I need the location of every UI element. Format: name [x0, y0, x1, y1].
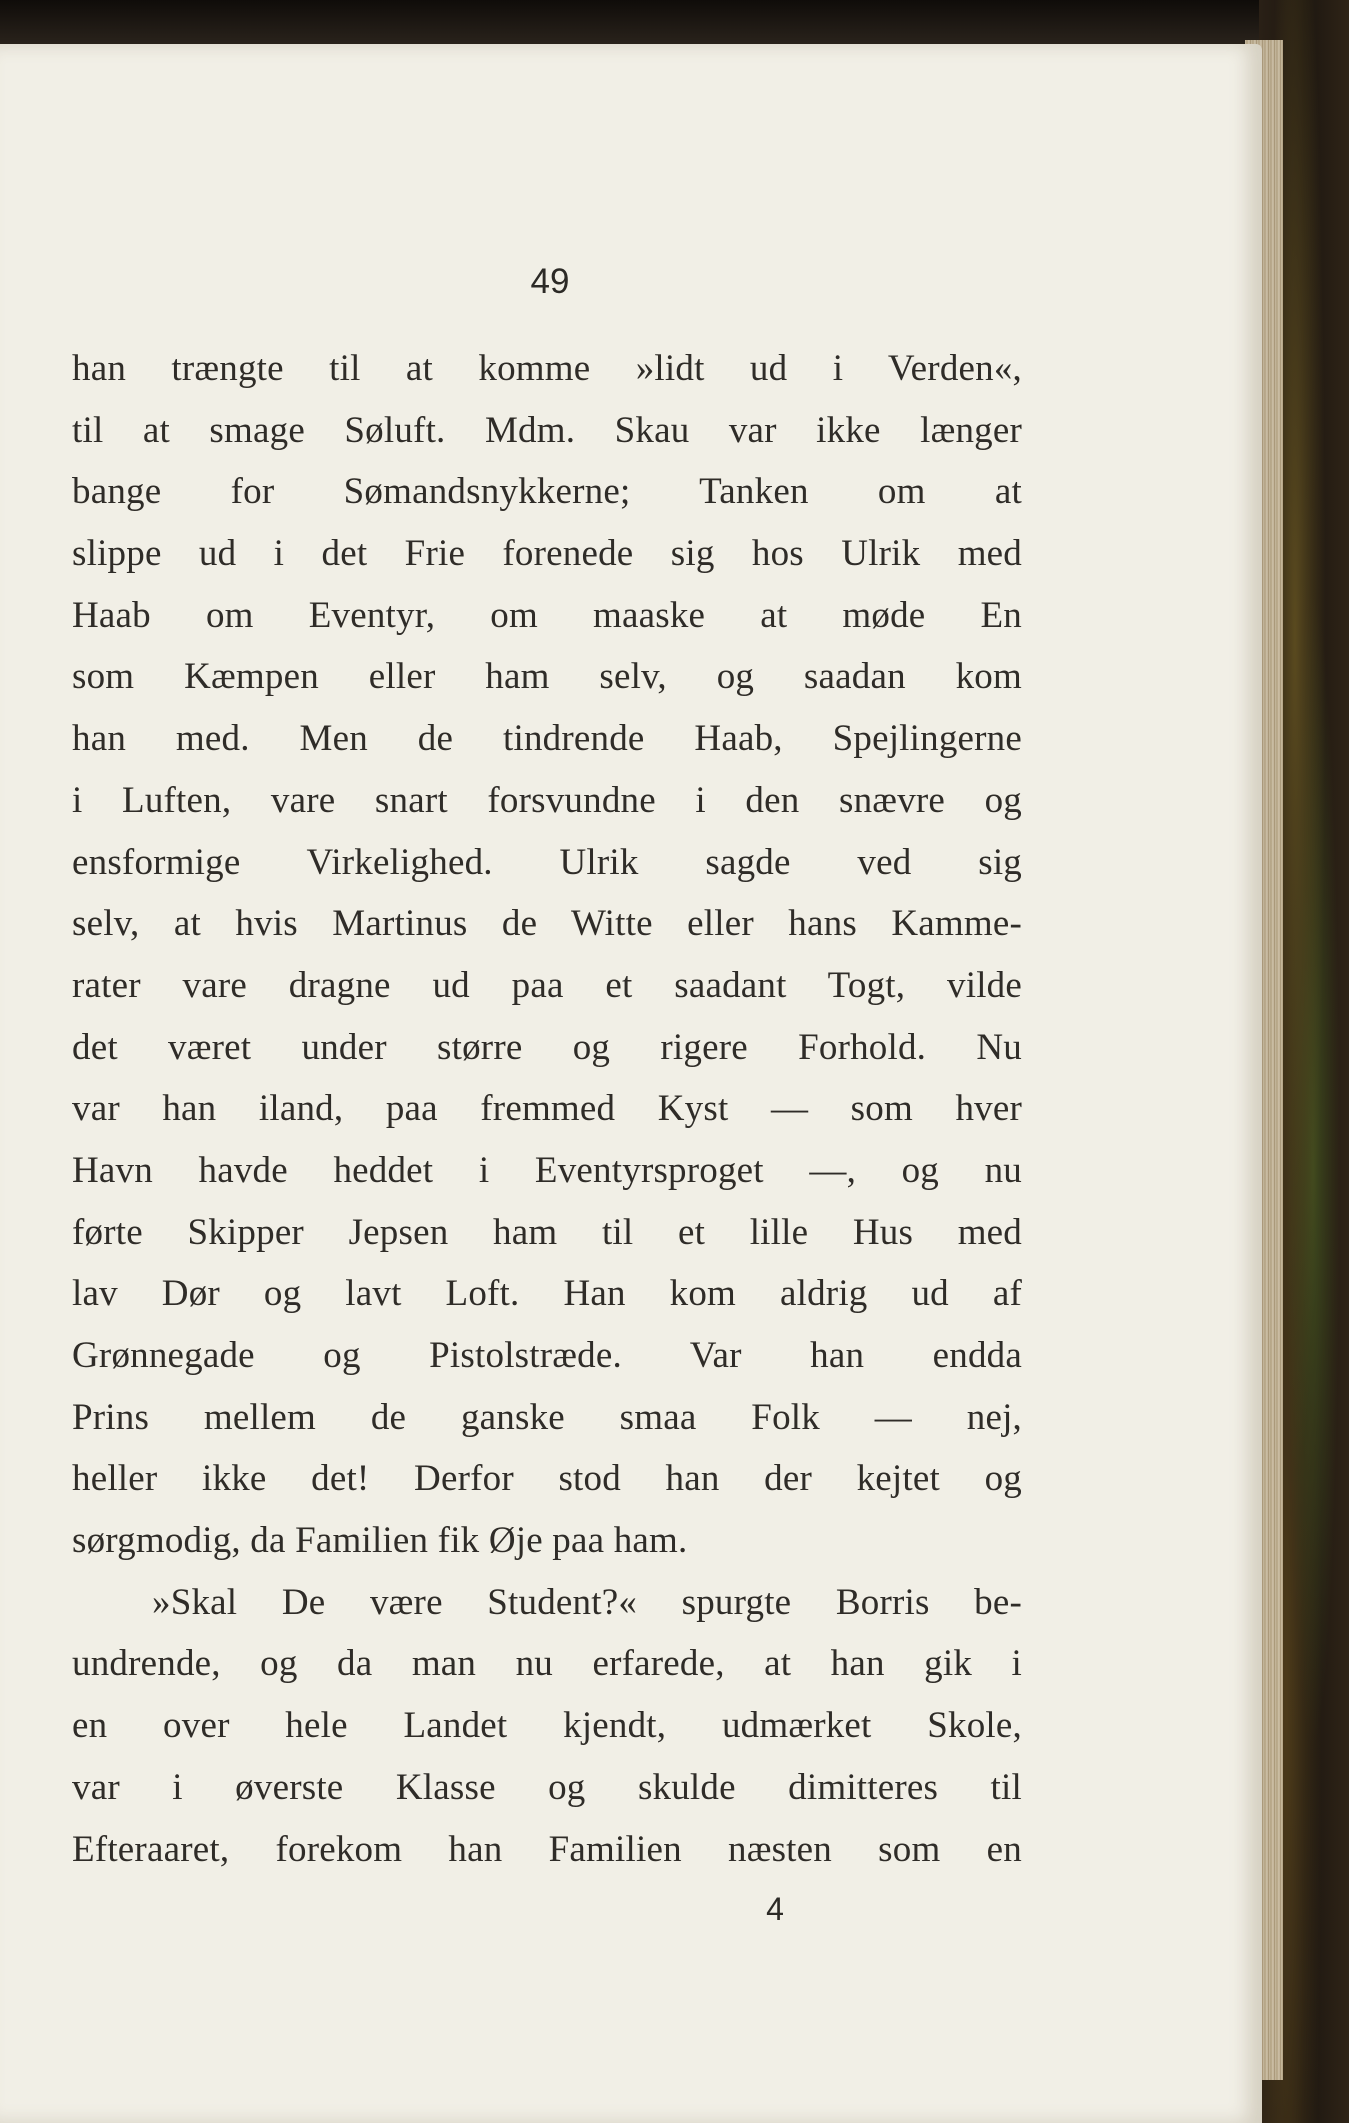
text-line: førte Skipper Jepsen ham til et lille Hus med — [72, 1211, 1022, 1253]
text-line: heller ikke det! Derfor stod han der kejtet og — [72, 1458, 1022, 1500]
text-line: var han iland, paa fremmed Kyst — som hver — [72, 1088, 1022, 1130]
text-line: ensformige Virkelighed. Ulrik sagde ved sig — [72, 841, 1022, 883]
scan-top-edge — [0, 0, 1349, 48]
text-line: Grønnegade og Pistolstræde. Var han endda — [72, 1335, 1022, 1376]
text-line: som Kæmpen eller ham selv, og saadan kom — [72, 656, 1022, 698]
text-line: »Skal De være Student?« spurgte Borris be- — [152, 1581, 1022, 1623]
text-line: sørgmodig, da Familien fik Øje paa ham. — [72, 1520, 688, 1562]
paragraph-2 — [72, 1572, 1022, 1880]
text-line: lav Dør og lavt Loft. Han kom aldrig ud af — [72, 1273, 1022, 1315]
text-line: Efteraaret, forekom han Familien næsten som en — [72, 1828, 1022, 1870]
text-line: selv, at hvis Martinus de Witte eller hans Kamme- — [72, 903, 1022, 945]
text-line: rater vare dragne ud paa et saadant Togt, vilde — [72, 964, 1022, 1006]
book-page — [0, 44, 1262, 2123]
text-line: undrende, og da man nu erfarede, at han gik i — [72, 1643, 1022, 1685]
text-line: i Luften, vare snart forsvundne i den snævre og — [72, 779, 1022, 821]
text-line: til at smage Søluft. Mdm. Skau var ikke længer — [72, 409, 1022, 451]
text-line: bange for Sømandsnykkerne; Tanken om at — [72, 471, 1022, 513]
text-line: var i øverste Klasse og skulde dimitteres til — [72, 1766, 1022, 1808]
signature-mark: 4 — [766, 1891, 784, 1927]
text-line: han trængte til at komme »lidt ud i Verden«, — [72, 348, 1022, 389]
paragraph-1 — [72, 338, 1022, 1572]
body-text — [72, 338, 1022, 1880]
text-line: Prins mellem de ganske smaa Folk — nej, — [72, 1396, 1022, 1438]
text-line: Havn havde heddet i Eventyrsproget —, og nu — [72, 1149, 1022, 1191]
text-line: han med. Men de tindrende Haab, Spejlingerne — [72, 718, 1022, 760]
text-line: en over hele Landet kjendt, udmærket Skole, — [72, 1705, 1022, 1747]
text-line: Haab om Eventyr, om maaske at møde En — [72, 594, 1022, 636]
page-number: 49 — [530, 262, 570, 301]
text-line: det været under større og rigere Forhold. Nu — [72, 1026, 1022, 1068]
text-line: slippe ud i det Frie forenede sig hos Ulrik med — [72, 533, 1022, 575]
